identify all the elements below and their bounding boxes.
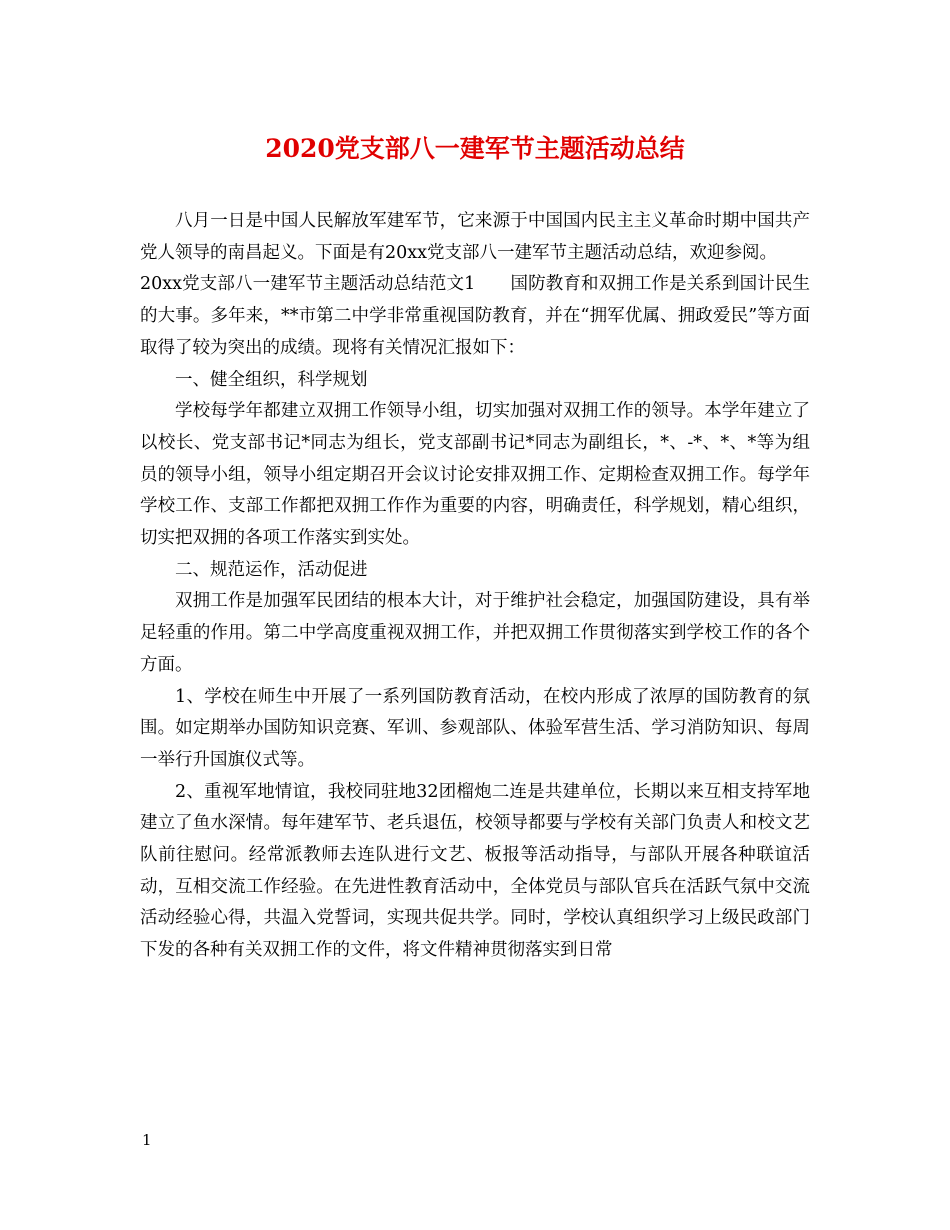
paragraph-item-2: 2、重视军地情谊，我校同驻地32团榴炮二连是共建单位，长期以来互相支持军地建立了鱼水深情。每年建军节、老兵退伍，校领导都要与学校有关部门负责人和校文艺队前往慰问。经常派教师去连队进行文艺、板报等活动指导，与部队开展各种联谊活动，互相交流工作经验。在先进性教育活动中，全体党员与部队官兵在活跃气氛中交流活动经验心得，共温入党誓词，实现共促共学。同时，学校认真组织学习上级民政部门下发的各种有关双拥工作的文件，将文件精神贯彻落实到日常 xyxy=(140,781,810,961)
page-number: 1 xyxy=(142,1131,152,1149)
document-body xyxy=(140,206,810,967)
section-heading-operation: 二、规范运作，活动促进 xyxy=(175,559,368,580)
section-heading-organization: 一、健全组织，科学规划 xyxy=(175,369,368,390)
paragraph-sample-heading: 20xx党支部八一建军节主题活动总结范文1 国防教育和双拥工作是关系到国计民生的大事。多年来，**市第二中学非常重视国防教育，并在“拥军优属、拥政爱民”等方面取得了较为突出的成绩。现将有关情况汇报如下： xyxy=(140,274,810,358)
paragraph-organization: 学校每学年都建立双拥工作领导小组，切实加强对双拥工作的领导。本学年建立了以校长、党支部书记*同志为组长，党支部副书记*同志为副组长，*、-*、*、*等为组员的领导小组，领导小组定期召开会议讨论安排双拥工作、定期检查双拥工作。每学年学校工作、支部工作都把双拥工作作为重要的内容，明确责任，科学规划，精心组织，切实把双拥的各项工作落实到实处。 xyxy=(140,401,810,549)
document-title: 2020党支部八一建军节主题活动总结 xyxy=(265,134,685,163)
paragraph-item-1: 1、学校在师生中开展了一系列国防教育活动，在校内形成了浓厚的国防教育的氛围。如定期举办国防知识竞赛、军训、参观部队、体验军营生活、学习消防知识、每周一举行升国旗仪式等。 xyxy=(140,686,810,770)
paragraph-operation: 双拥工作是加强军民团结的根本大计，对于维护社会稳定，加强国防建设，具有举足轻重的作用。第二中学高度重视双拥工作，并把双拥工作贯彻落实到学校工作的各个方面。 xyxy=(140,591,810,675)
paragraph-intro: 八月一日是中国人民解放军建军节，它来源于中国国内民主主义革命时期中国共产党人领导的南昌起义。下面是有20xx党支部八一建军节主题活动总结，欢迎参阅。 xyxy=(140,211,810,263)
